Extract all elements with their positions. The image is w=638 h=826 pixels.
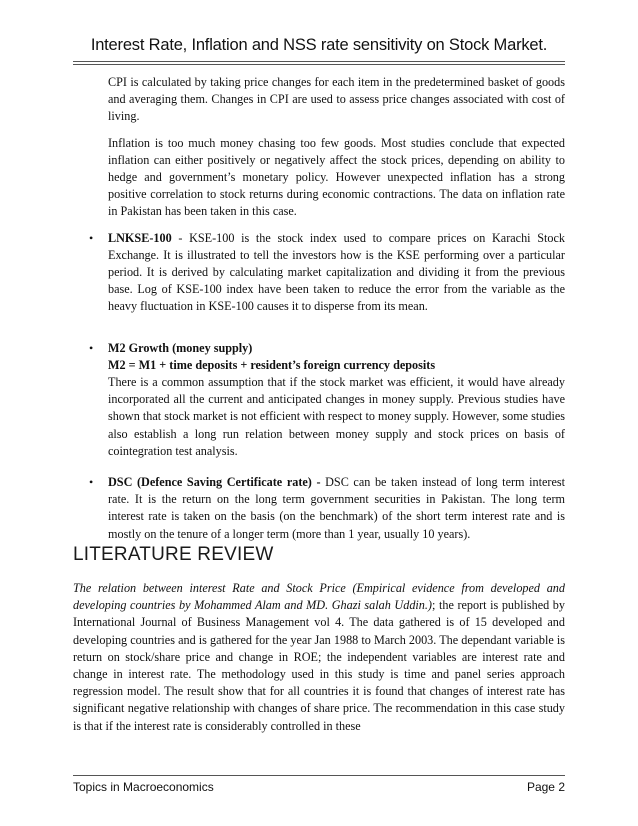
cpi-paragraph: CPI is calculated by taking price changes for each item in the predetermined basket of goods and averaging them. Changes in CPI are used to assess price changes associated with cost of living. <box>108 75 565 124</box>
kse-paragraph <box>108 230 565 316</box>
m2-label: M2 Growth (money supply) <box>108 340 253 355</box>
body-content <box>73 74 565 543</box>
bullet-icon: • <box>89 230 94 245</box>
inflation-paragraph: Inflation is too much money chasing too few goods. Most studies conclude that expected inflation can either positively or negatively affect the stock prices, depending on ability to hedge and government’s monetary policy. However unexpected inflation has a strong positive correlation to stock returns during economic contractions. The data on inflation rate in Pakistan has been taken in this case. <box>108 135 565 219</box>
dsc-label: DSC (Defence Saving Certificate rate) - <box>108 475 321 490</box>
kse-label: LNKSE-100 <box>108 230 172 245</box>
footer-course-title: Topics in Macroeconomics <box>73 780 214 794</box>
bullet-item-dsc <box>73 474 565 543</box>
page-header-title: Interest Rate, Inflation and NSS rate sensitivity on Stock Market. <box>90 36 548 54</box>
header-rule-top <box>73 61 565 62</box>
footer-rule <box>73 775 565 776</box>
bullet-icon: • <box>89 340 94 355</box>
kse-text: - KSE-100 is the stock index used to compare prices on Karachi Stock Exchange. It is illustrated to tell the investors how is the KSE performing over a particular period. It is derived by calculating market capitalization and dividing it from the previous base. Log of KSE-100 index have been taken to reduce the error from the variable as the heavy fluctuation in KSE-100 causes it to disperse from its mean. <box>108 230 565 314</box>
literature-paragraph <box>73 580 565 735</box>
bullet-icon: • <box>89 475 94 490</box>
bullet-item-kse <box>73 230 565 316</box>
m2-paragraph: There is a common assumption that if the stock market was efficient, it would have already incorporated all the current and anticipated changes in money supply. Previous studies have shown that stock market is not efficient with respect to money supply. However, some studies also establish a long run relation between money supply and stock prices on basis of cointegration test analysis. <box>108 375 565 458</box>
literature-citation: The relation between interest Rate and Stock Price (Empirical evidence from developed and developing countries by Mohammed Alam and MD. Ghazi salah Uddin.) <box>73 581 565 613</box>
footer-page-number: Page 2 <box>526 780 565 794</box>
m2-formula: M2 = M1 + time deposits + resident’s foreign currency deposits <box>108 357 436 372</box>
dsc-paragraph <box>108 474 565 543</box>
section-heading-literature-review: LITERATURE REVIEW <box>73 544 274 565</box>
literature-text: ; the report is published by International Journal of Business Management vol 4. The data gathered is of 15 developed and developing countries and is gathered for the year Jan 1988 to March 2003. The dependant variable is return on stock/share price and change in ROE; the independent variables are interest rate and change in interest rate. The methodology used in this study is time and panel series approach regression model. The result show that for all countries it is found that changes of interest rate has significant negative relationship with changes of share price. The recommendation in this case study is that if the interest rate is considerably controlled in these <box>73 598 565 733</box>
dsc-text: DSC can be taken instead of long term interest rate. It is the return on the long term government securities in Pakistan. The long term interest rate is taken on the basis (on the benchmark) of the short term interest rate and is mostly on the tenure of a longer term (more than 1 year, usually 10 years). <box>108 475 565 541</box>
bullet-item-m2 <box>73 340 565 460</box>
header-rule-bottom <box>73 64 565 65</box>
